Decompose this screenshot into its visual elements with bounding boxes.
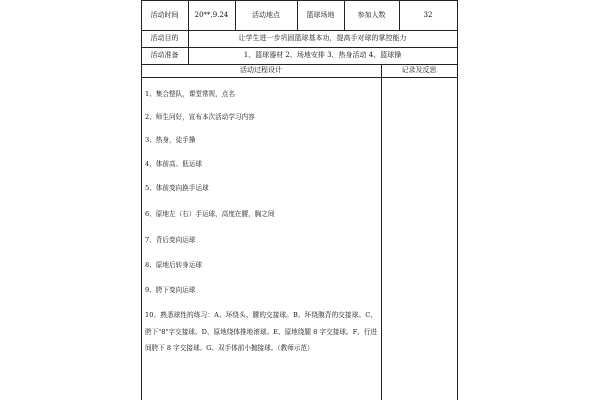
- goal-label: 活动目的: [150, 34, 179, 42]
- step-item: 9、胯下变向运球: [145, 286, 196, 294]
- table-rule: [381, 64, 382, 400]
- process-column-header: 活动过程设计: [240, 66, 282, 74]
- step-item: 7、背后变向运球: [145, 236, 196, 244]
- count-value: 32: [423, 10, 433, 19]
- time-label: 活动时间: [150, 10, 179, 19]
- step-item: 6、原地左（右）手运球，高度在腰，胸之间: [145, 210, 275, 218]
- count-label: 参加人数: [357, 10, 386, 19]
- step-item: 5、体前变向换手运球: [145, 184, 209, 192]
- table-rule: [141, 77, 458, 78]
- notes-column-header: 记录及反思: [401, 66, 437, 74]
- step-item: 8、原地后转身运球: [145, 261, 202, 269]
- step-item: 1、集合整队，课堂常规，点名: [145, 90, 235, 98]
- activity-plan-table: [141, 0, 458, 400]
- prep-label: 活动准备: [150, 51, 179, 59]
- place-label: 活动地点: [252, 10, 280, 19]
- step-item: 2、师生问好，宣布本次活动学习内容: [145, 113, 255, 121]
- goal-value: 让学生进一步巩固篮球基本功，提高手对球的掌控能力: [238, 34, 407, 42]
- place-value: 篮球场地: [306, 10, 335, 19]
- prep-value: 1、篮球器材 2、场地安排 3、热身活动 4、篮球操: [243, 51, 402, 59]
- step-10-paragraph: 10、熟悉球性的练习：A、环绕头、腰的交接球。B、环绕腹背的交接球。C、胯下"8"字交接球。D、原地绕体推地滚球。E、原地绕腿 8 字交接球。F、行进间胯下 8 字交接球。G、双手体前小抛接球。（教师示范）: [145, 311, 377, 353]
- step-item: 4、体前高、低运球: [145, 160, 202, 168]
- time-value: 20**.9.24: [194, 10, 229, 19]
- table-border-right: [457, 0, 458, 400]
- step-item: 3、热身，徒手操: [145, 136, 196, 144]
